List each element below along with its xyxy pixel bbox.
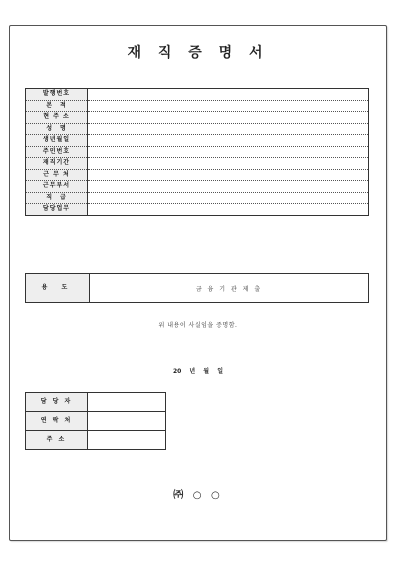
field-value[interactable] xyxy=(88,158,369,170)
field-value[interactable] xyxy=(88,123,369,135)
field-row xyxy=(26,123,369,135)
contact-row xyxy=(26,412,166,431)
field-row xyxy=(26,204,369,216)
field-row xyxy=(26,192,369,204)
contact-row xyxy=(26,431,166,450)
contact-value[interactable] xyxy=(88,431,166,450)
contact-label: 담 당 자 xyxy=(26,393,88,412)
field-label: 성 명 xyxy=(26,123,88,135)
field-label: 근무부서 xyxy=(26,181,88,193)
field-row xyxy=(26,181,369,193)
field-row xyxy=(26,146,369,158)
field-value[interactable] xyxy=(88,135,369,147)
field-row xyxy=(26,100,369,112)
field-label: 담당업무 xyxy=(26,204,88,216)
contact-label: 주 소 xyxy=(26,431,88,450)
confirmation-text: 위 내용이 사실임을 증명함. xyxy=(158,322,238,329)
field-label: 재직기간 xyxy=(26,158,88,170)
usage-label: 용 도 xyxy=(26,274,90,303)
field-row xyxy=(26,89,369,101)
field-label: 직 급 xyxy=(26,192,88,204)
contact-row xyxy=(26,393,166,412)
field-row xyxy=(26,112,369,124)
contact-value[interactable] xyxy=(88,412,166,431)
field-value[interactable] xyxy=(88,192,369,204)
field-row xyxy=(26,158,369,170)
field-value[interactable] xyxy=(88,112,369,124)
issue-date: 20 년 월 일 xyxy=(172,368,223,375)
field-label: 발행번호 xyxy=(26,89,88,101)
field-value[interactable] xyxy=(88,146,369,158)
field-label: 생년월일 xyxy=(26,135,88,147)
field-value[interactable] xyxy=(88,169,369,181)
field-label: 주민번호 xyxy=(26,146,88,158)
field-value[interactable] xyxy=(88,204,369,216)
field-row xyxy=(26,135,369,147)
personal-info-table xyxy=(25,88,369,216)
contact-table xyxy=(25,392,166,450)
contact-label: 연 락 처 xyxy=(26,412,88,431)
field-label: 현 주 소 xyxy=(26,112,88,124)
field-value[interactable] xyxy=(88,89,369,101)
usage-value[interactable]: 금 융 기 관 제 출 xyxy=(90,274,369,303)
certificate-paper xyxy=(9,25,387,541)
document-title: 재 직 증 명 서 xyxy=(127,45,269,61)
usage-row xyxy=(26,274,369,303)
field-row xyxy=(26,169,369,181)
field-value[interactable] xyxy=(88,181,369,193)
field-label: 본 적 xyxy=(26,100,88,112)
usage-table xyxy=(25,273,369,303)
contact-value[interactable] xyxy=(88,393,166,412)
field-value[interactable] xyxy=(88,100,369,112)
company-name: ㈜ ○ ○ xyxy=(173,490,223,501)
field-label: 근 무 처 xyxy=(26,169,88,181)
